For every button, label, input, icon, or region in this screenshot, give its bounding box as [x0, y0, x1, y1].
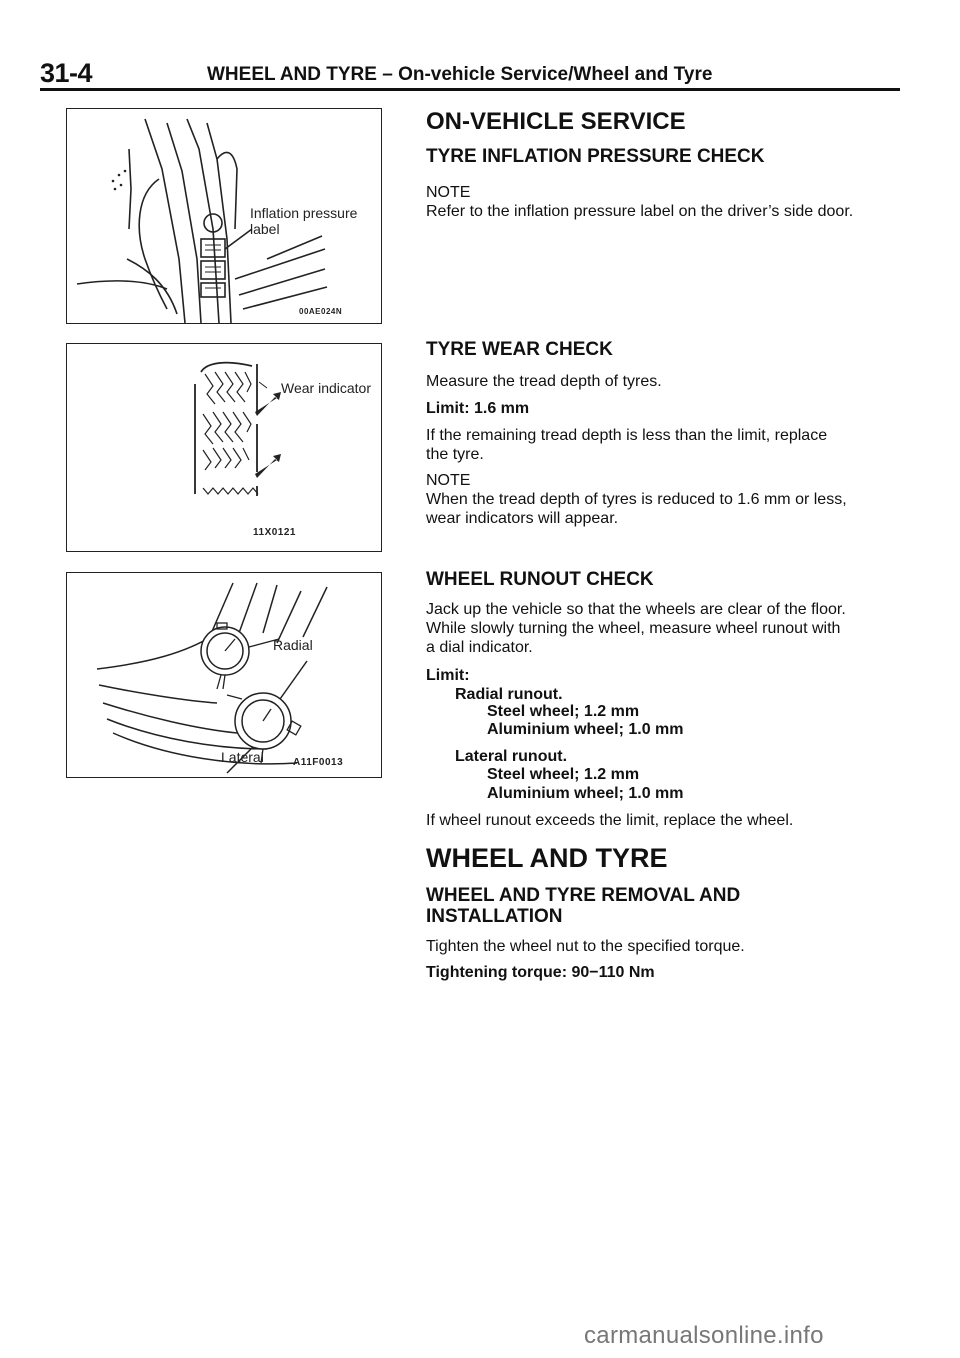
note-text: Refer to the inflation pressure label on the driver’s side door.: [426, 203, 854, 220]
heading-removal-1: WHEEL AND TYRE REMOVAL AND: [426, 885, 741, 906]
wear-limit: Limit: 1.6 mm: [426, 400, 530, 417]
figure-dial-indicator: [66, 572, 382, 778]
radial-runout-label: Radial runout.: [455, 686, 563, 703]
lateral-runout-label: Lateral runout.: [455, 748, 568, 765]
section-title-on-vehicle-service: ON-VEHICLE SERVICE: [426, 108, 686, 135]
figure-code: 11X0121: [253, 527, 296, 538]
lateral-steel: Steel wheel; 1.2 mm: [487, 766, 640, 783]
wear-text-1: Measure the tread depth of tyres.: [426, 373, 662, 390]
note-label: NOTE: [426, 184, 471, 201]
runout-text-3: a dial indicator.: [426, 639, 533, 656]
figure-wear-indicator: [66, 343, 382, 552]
section-title-wheel-and-tyre: WHEEL AND TYRE: [426, 843, 668, 873]
tyre-tread-illustration: [67, 344, 381, 551]
header-title: WHEEL AND TYRE – On-vehicle Service/Wheel and Tyre: [207, 64, 713, 85]
removal-text: Tighten the wheel nut to the specified torque.: [426, 938, 745, 955]
runout-limit-label: Limit:: [426, 667, 470, 684]
lateral-alu: Aluminium wheel; 1.0 mm: [487, 785, 684, 802]
inflation-label-caption: [250, 205, 357, 237]
figure-inflation-label: [66, 108, 382, 324]
watermark: carmanualsonline.info: [584, 1322, 824, 1349]
radial-caption: Radial: [273, 637, 313, 653]
lateral-caption: Lateral: [221, 749, 264, 765]
header-rule: [40, 88, 900, 91]
wheel-runout-illustration: [67, 573, 381, 777]
wear-note-1: When the tread depth of tyres is reduced to 1.6 mm or less,: [426, 491, 847, 508]
heading-removal-2: INSTALLATION: [426, 906, 563, 927]
heading-runout-check: WHEEL RUNOUT CHECK: [426, 569, 654, 590]
caption-line-1: Inflation pressure: [250, 205, 358, 221]
wear-indicator-caption: Wear indicator: [281, 380, 372, 396]
runout-text-1: Jack up the vehicle so that the wheels are clear of the floor.: [426, 601, 846, 618]
page-number: 31-4: [40, 58, 93, 88]
runout-text-2: While slowly turning the wheel, measure wheel runout with: [426, 620, 841, 637]
heading-wear-check: TYRE WEAR CHECK: [426, 339, 613, 360]
wear-note-2: wear indicators will appear.: [426, 510, 619, 527]
wear-note-label: NOTE: [426, 472, 471, 489]
wear-text-2a: If the remaining tread depth is less than the limit, replace: [426, 427, 828, 444]
radial-alu: Aluminium wheel; 1.0 mm: [487, 721, 684, 738]
wear-text-2b: the tyre.: [426, 446, 484, 463]
figure-code: A11F0013: [293, 757, 344, 768]
caption-line-2: label: [250, 221, 280, 237]
heading-inflation-check: TYRE INFLATION PRESSURE CHECK: [426, 146, 765, 167]
figure-code: 00AE024N: [299, 307, 343, 316]
tightening-torque: Tightening torque: 90−110 Nm: [426, 964, 655, 981]
page-header: [40, 58, 900, 88]
radial-steel: Steel wheel; 1.2 mm: [487, 703, 640, 720]
runout-text-after: If wheel runout exceeds the limit, replace the wheel.: [426, 812, 794, 829]
